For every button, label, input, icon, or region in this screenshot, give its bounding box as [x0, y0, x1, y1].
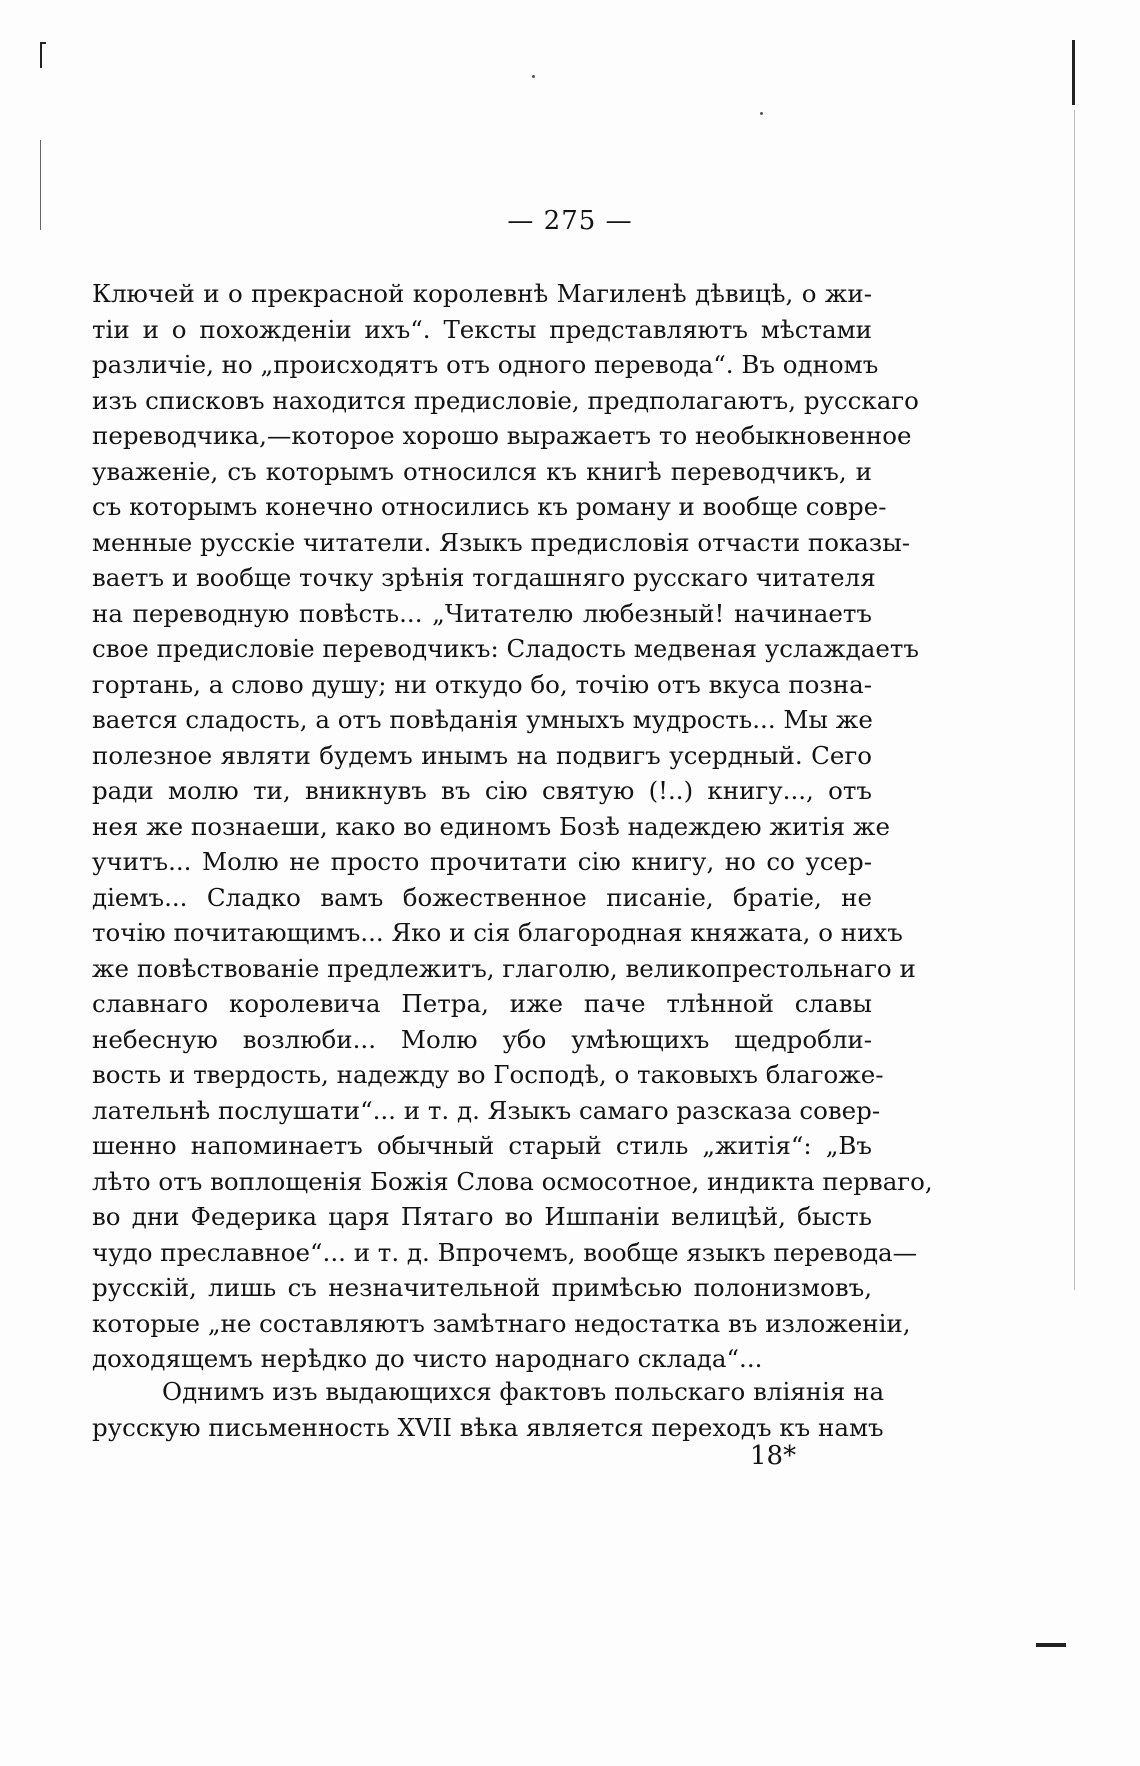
text-line: съ которымъ конечно относились къ роману и вообще совре-	[92, 492, 887, 521]
text-line: шенно напоминаетъ обычный старый стиль „житія“: „Въ	[92, 1131, 872, 1160]
text-line: полезное являти будемъ инымъ на подвигъ усердный. Сего	[92, 740, 872, 770]
scan-speck	[760, 112, 763, 115]
text-line: же повѣствованіе предлежитъ, глаголю, великопрестольнаго и	[92, 953, 916, 983]
text-line: которые „не составляютъ замѣтнаго недостатка въ изложеніи,	[92, 1308, 911, 1338]
text-line: небесную возлюби... Молю убо умѣющихъ щедробли-	[92, 1024, 872, 1054]
text-line: лѣто отъ воплощенія Божія Слова осмосотное, индикта перваго,	[92, 1166, 933, 1196]
text-line: діемъ... Сладко вамъ божественное писаніе, братіе, не	[92, 882, 872, 912]
scan-edge-mark	[40, 42, 46, 44]
text-line: русскую письменность XVII вѣка является переходъ къ намъ	[92, 1412, 884, 1442]
text-line: точію почитающимъ... Яко и сія благородная княжата, о нихъ	[92, 918, 903, 947]
text-line: лательнѣ послушати“... и т. д. Языкъ самаго разсказа совер-	[92, 1095, 881, 1125]
scan-edge-mark	[1072, 40, 1075, 105]
text-line: вость и твердость, надежду во Господѣ, о таковыхъ благоже-	[92, 1060, 884, 1089]
text-line: славнаго королевича Петра, иже паче тлѣнной славы	[92, 989, 872, 1018]
text-line: тіи и о похожденіи ихъ“. Тексты представляютъ мѣстами	[92, 314, 872, 344]
text-line: русскій, лишь съ незначительной примѣсью полонизмовъ,	[92, 1273, 872, 1302]
paragraph-2	[92, 1374, 885, 1445]
text-line: ваетъ и вообще точку зрѣнія тогдашняго русскаго читателя	[92, 563, 876, 592]
text-line: переводчика,—которое хорошо выражаетъ то необыкновенное	[92, 421, 912, 450]
paragraph-1	[92, 276, 933, 1377]
scan-edge-mark	[1074, 110, 1075, 1290]
text-line: изъ списковъ находится предисловіе, предполагаютъ, русскаго	[92, 385, 919, 415]
page-number: — 275 —	[507, 206, 633, 236]
text-line: уваженіе, съ которымъ относился къ книгѣ переводчикъ, и	[92, 456, 872, 486]
text-line: вается сладость, а отъ повѣданія умныхъ мудрость... Мы же	[92, 705, 873, 734]
scan-speck	[532, 75, 535, 78]
scan-edge-mark	[40, 42, 42, 68]
text-line: Ключей и о прекрасной королевнѣ Магиленѣ дѣвицѣ, о жи-	[92, 279, 872, 308]
text-line: доходящемъ нерѣдко до чисто народнаго склада“...	[92, 1344, 763, 1373]
text-line: нея же познаеши, како во единомъ Бозѣ надеждею житія же	[92, 811, 890, 841]
text-line: на переводную повѣсть... „Читателю любезный! начинаетъ	[92, 598, 872, 628]
text-line: менные русскіе читатели. Языкъ предисловія отчасти показы-	[92, 527, 910, 557]
signature-mark: 18*	[750, 1441, 797, 1471]
text-line: гортань, а слово душу; ни откудо бо, точію отъ вкуса позна-	[92, 669, 872, 699]
text-line: учитъ... Молю не просто прочитати сію книгу, но со усер-	[92, 847, 872, 876]
text-line: Однимъ изъ выдающихся фактовъ польскаго вліянія на	[162, 1377, 885, 1406]
text-line: чудо преславное“... и т. д. Впрочемъ, вообще языкъ перевода—	[92, 1237, 918, 1267]
text-line: во дни Федерика царя Пятаго во Ишпаніи велицѣй, бысть	[92, 1202, 872, 1231]
text-line: ради молю ти, вникнувъ въ сію святую (!..) книгу..., отъ	[92, 776, 872, 805]
text-line: различіе, но „происходятъ отъ одного перевода“. Въ одномъ	[92, 350, 879, 379]
scan-edge-mark	[1036, 1643, 1066, 1647]
text-line: свое предисловіе переводчикъ: Сладость медвеная услаждаетъ	[92, 634, 919, 663]
